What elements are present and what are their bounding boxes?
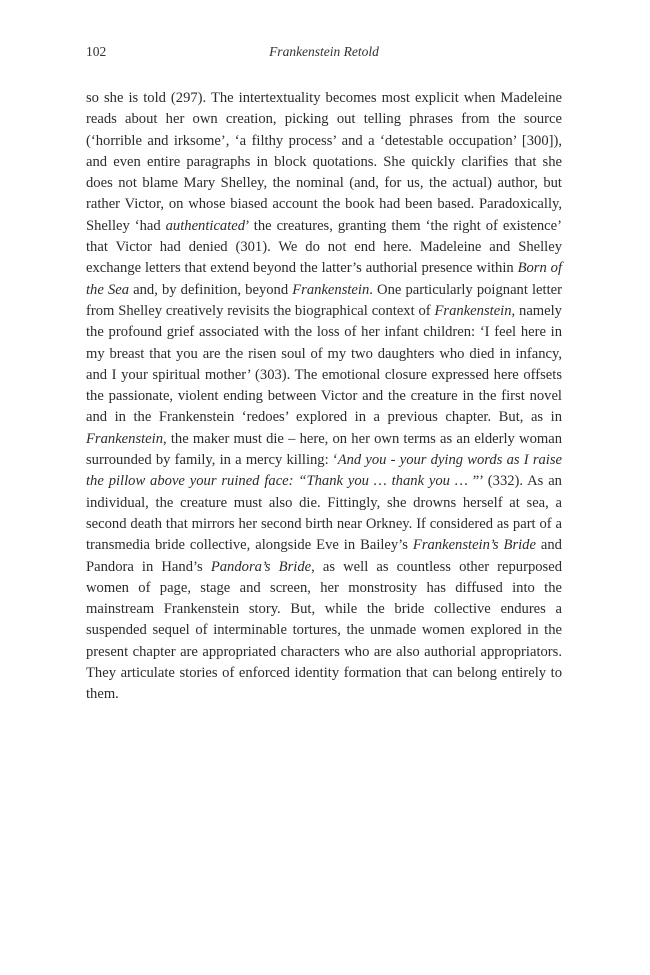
text-segment: and Pandora in Hand’s (86, 537, 562, 575)
italic-quotation: And you - your dying words as I raise the pillow above your ruined face: “Thank you … thank you … (86, 452, 563, 490)
page-header (86, 44, 562, 66)
text-segment: and, by definition, beyond (129, 281, 293, 298)
book-title: Born of the Sea (86, 260, 562, 298)
book-title: Frankenstein’s Bride (412, 537, 536, 554)
text-segment: ”’ (332). As an individual, the creature must also die. Fittingly, she drowns herself at sea, a second death that mirrors her second birth near Orkney. If considered as part of a transmedia bride collective, alongside Eve in Bailey’s (86, 473, 562, 554)
text-segment: ’ the creatures, granting them ‘the right of existence’ that Victor had denied (301). We do not end here. Madeleine and Shelley exchange letters that extend beyond the latter’s authorial presence within (86, 217, 562, 277)
italic-term: authenticated (165, 217, 246, 234)
body-paragraph (86, 88, 562, 706)
book-title: Frankenstein (86, 430, 164, 447)
text-segment: , the maker must die – here, on her own terms as an elderly woman surrounded by family, in a mercy killing: ‘ (86, 430, 562, 469)
text-segment: , as well as countless other repurposed women of page, stage and screen, her monstrosity has diffused into the mainstream Frankenstein story. But, while the bride collective endures a suspended sequel of interminable tortures, the unmade women explored in the present chapter are appropriated characters who are also authorial appropriators. They articulate stories of enforced identity formation that can belong entirely to them. (86, 558, 562, 703)
running-title: Frankenstein Retold (269, 44, 379, 59)
text-segment: , namely the profound grief associated with the loss of her infant children: ‘I feel here in my breast that you are the risen soul of my two daughters who died in infancy, and I your spiritual mother’ (303). The emotional closure expressed here offsets the passionate, violent ending between Victor and the creature in the first novel and in the Frankenstein ‘redoes’ explored in a previous chapter. But, as in (86, 302, 562, 426)
text-segment: . One particularly poignant letter from Shelley creatively revisits the biographical context of (86, 281, 562, 319)
book-title: Frankenstein (292, 281, 370, 298)
page-number: 102 (86, 44, 107, 59)
book-title: Pandora’s Bride (210, 558, 312, 575)
book-title: Frankenstein (434, 302, 512, 319)
text-segment: so she is told (297). The intertextuality becomes most explicit when Madeleine reads about her own creation, picking out telling phrases from the source (‘horrible and irksome’, ‘a filthy process’ and a ‘detestable occupation’ [300]), and even entire paragraphs in block quotations. She quickly clarifies that she does not blame Mary Shelley, the nominal (and, for us, the actual) author, but rather Victor, on whose biased account the book had been based. Paradoxically, Shelley ‘had (86, 90, 562, 234)
